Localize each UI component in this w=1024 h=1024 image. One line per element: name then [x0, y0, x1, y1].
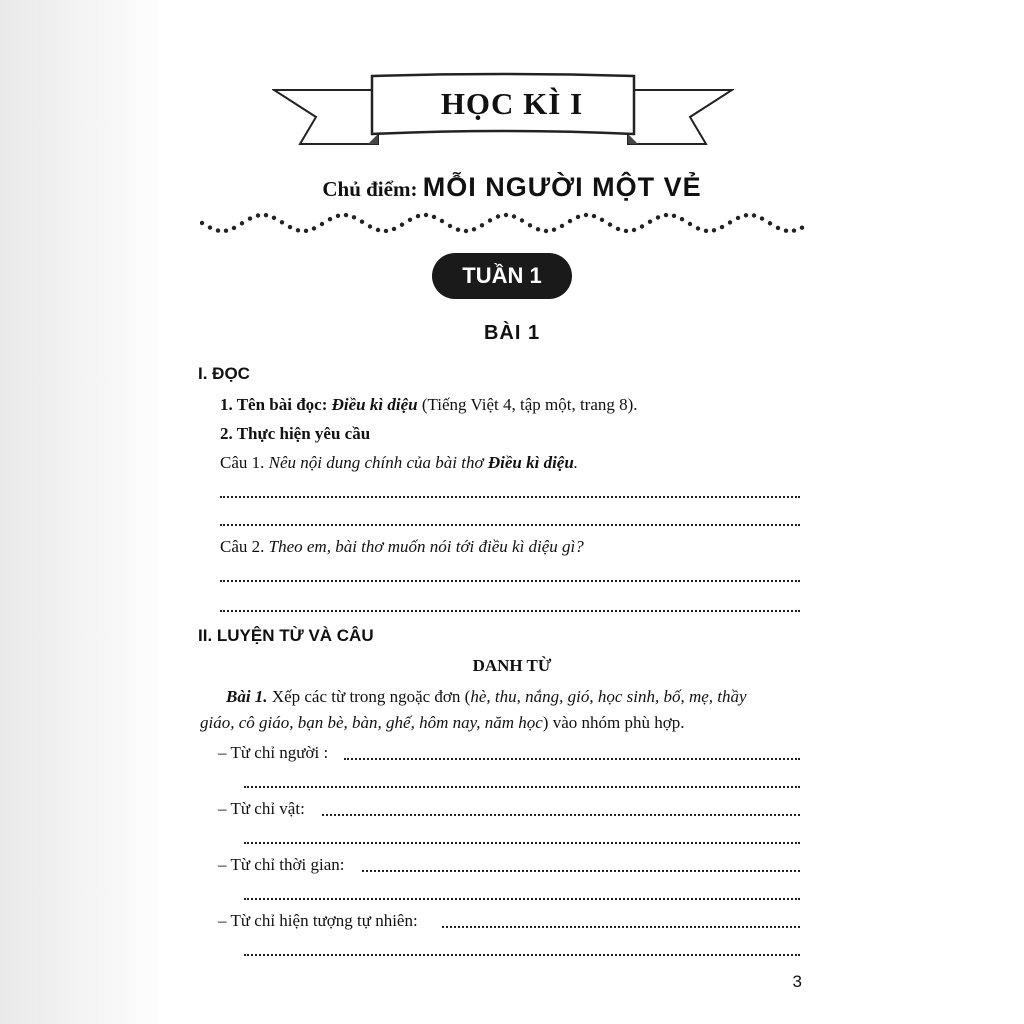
- divider-dot: [704, 229, 708, 233]
- q1-prefix: Câu 1.: [220, 453, 269, 472]
- q1-text: Nêu nội dung chính của bài thơ: [268, 453, 488, 472]
- divider-dot: [720, 225, 724, 229]
- divider-dot: [616, 227, 620, 231]
- answer-line[interactable]: [442, 916, 800, 928]
- divider-dot: [296, 228, 300, 232]
- answer-line[interactable]: [244, 888, 800, 900]
- item1-title: Điều kì diệu: [331, 395, 418, 414]
- item1-source: (Tiếng Việt 4, tập một, trang 8).: [417, 395, 638, 414]
- divider-dot: [656, 215, 660, 219]
- vocab-subheading: DANH TỪ: [472, 656, 552, 675]
- group-time-label: – Từ chỉ thời gian:: [218, 855, 345, 874]
- divider-dot: [312, 226, 316, 230]
- divider-dot: [448, 224, 452, 228]
- divider-dot: [768, 221, 772, 225]
- divider-dot: [376, 228, 380, 232]
- q2-text: Theo em, bài thơ muốn nói tới điều kì diệu gì?: [268, 537, 584, 556]
- ex1-words-a: hè, thu, nắng, gió, học sinh, bố, mẹ, thầy: [470, 687, 747, 706]
- divider-dot: [232, 226, 236, 230]
- divider-dot: [640, 224, 644, 228]
- divider-dot: [552, 228, 556, 232]
- theme-heading: [0, 172, 1024, 203]
- divider-dot: [304, 229, 308, 233]
- q2-prefix: Câu 2.: [220, 537, 269, 556]
- divider-dot: [480, 223, 484, 227]
- divider-dot: [608, 222, 612, 226]
- answer-line[interactable]: [220, 600, 800, 612]
- divider-dot: [752, 213, 756, 217]
- divider-dot: [632, 228, 636, 232]
- divider-dot: [664, 213, 668, 217]
- divider-dot: [288, 225, 292, 229]
- question-1: [220, 452, 578, 474]
- divider-dot: [672, 214, 676, 218]
- divider-dot: [432, 215, 436, 219]
- divider-dot: [440, 219, 444, 223]
- divider-dot: [328, 217, 332, 221]
- answer-line[interactable]: [362, 860, 800, 872]
- ex1-text-a: Xếp các từ trong ngoặc đơn (: [267, 687, 471, 706]
- divider-dot: [416, 214, 420, 218]
- divider-dot: [576, 215, 580, 219]
- divider-dot: [320, 222, 324, 226]
- answer-line[interactable]: [220, 570, 800, 582]
- exercise-1-line-1: [226, 686, 747, 708]
- divider-dot: [680, 217, 684, 221]
- divider-dot: [560, 224, 564, 228]
- page-number: 3: [792, 972, 802, 991]
- exercise-1-line-2: [200, 712, 684, 734]
- divider-dot: [216, 228, 220, 232]
- group-objects-label: – Từ chỉ vật:: [218, 799, 305, 818]
- divider-dot: [352, 215, 356, 219]
- divider-dot: [624, 229, 628, 233]
- divider-dot: [240, 221, 244, 225]
- answer-line[interactable]: [220, 514, 800, 526]
- divider-dot: [368, 224, 372, 228]
- divider-dot: [744, 213, 748, 217]
- divider-dot: [728, 220, 732, 224]
- divider-dot: [512, 214, 516, 218]
- week-badge: TUẦN 1: [432, 253, 572, 299]
- item2-label: 2. Thực hiện yêu cầu: [220, 424, 371, 443]
- q1-end: .: [573, 453, 579, 472]
- section-vocab-heading: II. LUYỆN TỪ VÀ CÂU: [198, 626, 374, 645]
- ex1-label: Bài 1.: [226, 687, 268, 706]
- divider-dot: [392, 227, 396, 231]
- divider-dot: [528, 223, 532, 227]
- answer-line[interactable]: [322, 804, 800, 816]
- divider-dot: [248, 216, 252, 220]
- divider-dot: [568, 219, 572, 223]
- reading-item-1: [220, 394, 638, 416]
- section-reading-heading: I. ĐỌC: [198, 364, 250, 383]
- divider-dot: [336, 214, 340, 218]
- banner-title: HỌC KÌ I: [440, 86, 584, 121]
- divider-dot: [400, 223, 404, 227]
- reading-item-2: [220, 423, 370, 445]
- divider-dot: [760, 216, 764, 220]
- divider-dot: [264, 213, 268, 217]
- answer-line[interactable]: [244, 832, 800, 844]
- divider-dot: [712, 228, 716, 232]
- divider-dot: [472, 227, 476, 231]
- group-people-label: – Từ chỉ người :: [218, 743, 329, 762]
- divider-dot: [696, 226, 700, 230]
- divider-dot: [504, 213, 508, 217]
- divider-dot: [424, 213, 428, 217]
- divider-dot: [464, 229, 468, 233]
- q1-title: Điều kì diệu: [487, 453, 574, 472]
- divider-dot: [408, 218, 412, 222]
- ex1-words-b: giáo, cô giáo, bạn bè, bàn, ghế, hôm nay, năm học: [200, 713, 543, 732]
- divider-dot: [520, 218, 524, 222]
- divider-dot: [544, 229, 548, 233]
- divider-dot: [200, 221, 204, 225]
- divider-dot: [736, 216, 740, 220]
- divider-dot: [256, 213, 260, 217]
- divider-dot: [496, 214, 500, 218]
- divider-dot: [384, 229, 388, 233]
- divider-dot: [648, 220, 652, 224]
- lesson-title: BÀI 1: [483, 322, 541, 344]
- divider-dot: [208, 225, 212, 229]
- item1-label: 1. Tên bài đọc:: [220, 395, 332, 414]
- divider-dot: [488, 218, 492, 222]
- divider-dot: [792, 228, 796, 232]
- question-2: [220, 536, 584, 558]
- page-shadow: [0, 0, 170, 1024]
- divider-dot: [272, 216, 276, 220]
- divider-dot: [776, 226, 780, 230]
- divider-dot: [536, 227, 540, 231]
- divider-dot: [584, 213, 588, 217]
- divider-dot: [280, 220, 284, 224]
- answer-line[interactable]: [244, 776, 800, 788]
- divider-dot: [344, 213, 348, 217]
- ex1-text-b: ) vào nhóm phù hợp.: [542, 713, 685, 732]
- divider-dot: [224, 229, 228, 233]
- divider-dot: [456, 228, 460, 232]
- group-nature-label: – Từ chỉ hiện tượng tự nhiên:: [218, 911, 418, 930]
- answer-line[interactable]: [344, 748, 800, 760]
- divider-dot: [784, 229, 788, 233]
- divider-dot: [592, 214, 596, 218]
- answer-line[interactable]: [220, 486, 800, 498]
- dotted-wave-divider: [200, 208, 808, 238]
- divider-dot: [360, 220, 364, 224]
- divider-dot: [600, 218, 604, 222]
- divider-dot: [800, 226, 804, 230]
- answer-line[interactable]: [244, 944, 800, 956]
- divider-dot: [688, 222, 692, 226]
- theme-label: Chủ điểm:: [322, 177, 423, 201]
- theme-value: MỖI NGƯỜI MỘT VẺ: [422, 172, 702, 202]
